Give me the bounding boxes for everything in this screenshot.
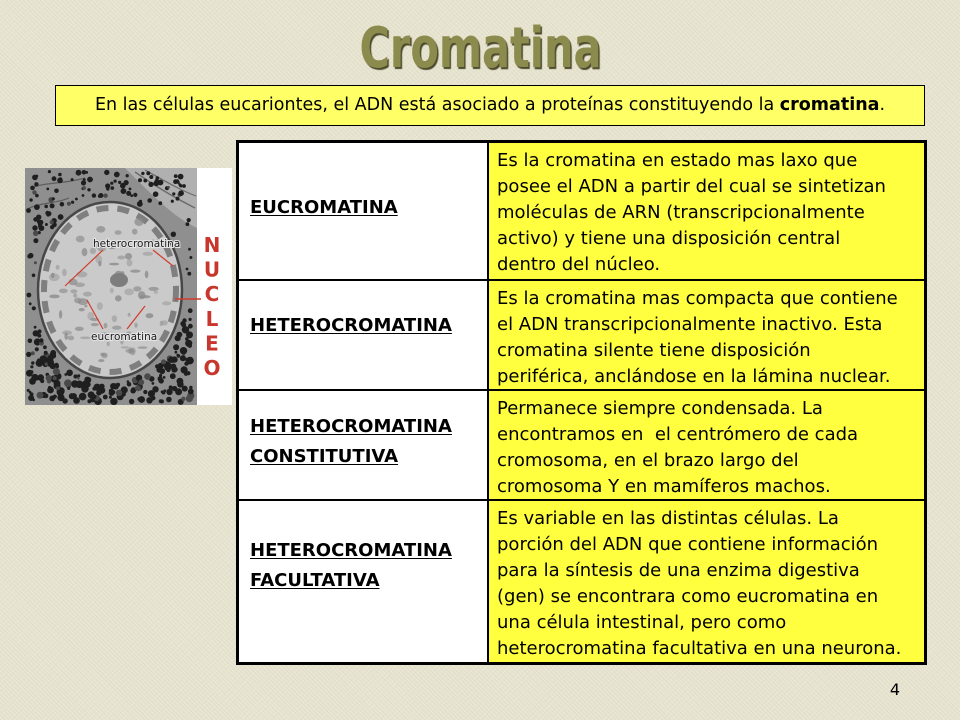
- granule: [161, 359, 166, 364]
- granule: [182, 318, 186, 322]
- chromatin-speckle: [56, 265, 60, 270]
- granule: [34, 261, 37, 264]
- granule: [179, 184, 182, 187]
- granule: [79, 393, 87, 401]
- chromatin-speckle: [128, 313, 131, 317]
- granule: [40, 379, 44, 383]
- granule: [37, 392, 44, 399]
- slide-title-text: Cromatina: [359, 16, 601, 81]
- granule: [32, 225, 37, 230]
- granule: [135, 385, 141, 391]
- granule: [32, 399, 35, 402]
- chromatin-speckle: [96, 226, 105, 233]
- granule: [26, 208, 31, 213]
- granule: [39, 355, 47, 363]
- nucleo-side-label: [203, 233, 220, 380]
- granule: [60, 202, 65, 207]
- granule: [66, 370, 73, 377]
- granule: [53, 395, 57, 399]
- granule: [178, 174, 184, 180]
- granule: [50, 220, 54, 224]
- granule: [32, 274, 36, 278]
- granule: [62, 398, 67, 403]
- granule: [114, 180, 117, 183]
- definition-cell: Permanece siempre condensada. La encontramos en el centrómero de cada cromosoma, en el brazo largo del cromosoma Y en mamíferos machos.: [489, 391, 924, 501]
- granule: [58, 173, 62, 177]
- granule: [147, 198, 152, 203]
- granule: [178, 190, 184, 196]
- chromatin-speckle: [148, 287, 158, 291]
- granule: [144, 373, 151, 380]
- granule: [34, 326, 37, 329]
- granule: [71, 178, 74, 181]
- granule: [186, 331, 193, 338]
- granule: [166, 389, 172, 395]
- granule: [158, 201, 162, 205]
- granule: [48, 170, 51, 173]
- granule: [81, 180, 86, 185]
- granule: [146, 171, 150, 175]
- granule: [34, 204, 40, 210]
- term-cell: EUCROMATINA: [239, 143, 489, 281]
- granule: [53, 376, 57, 380]
- chromatin-speckle: [84, 305, 87, 308]
- granule: [85, 171, 88, 174]
- granule: [188, 248, 191, 251]
- granule: [152, 382, 155, 385]
- chromatin-speckle: [133, 286, 141, 291]
- granule: [177, 381, 184, 388]
- granule: [184, 361, 188, 365]
- chromatin-speckle: [87, 312, 94, 320]
- granule: [29, 198, 32, 201]
- chromatin-speckle: [49, 295, 60, 299]
- granule: [188, 389, 194, 395]
- granule: [76, 170, 82, 176]
- granule: [92, 193, 96, 197]
- granule: [35, 347, 39, 351]
- micrograph-image: [25, 168, 232, 405]
- granule: [30, 186, 35, 191]
- subtitle-bold-term: cromatina: [779, 95, 880, 115]
- granule: [110, 182, 113, 185]
- subtitle-period: .: [879, 95, 886, 115]
- granule: [57, 178, 63, 184]
- chromatin-speckle: [130, 270, 140, 273]
- granule: [38, 222, 43, 227]
- granule: [180, 347, 187, 354]
- subtitle-box: [55, 85, 925, 126]
- granule: [64, 373, 67, 376]
- granule: [44, 351, 48, 355]
- chromatin-speckle: [145, 271, 149, 279]
- granule: [28, 253, 33, 258]
- granule: [126, 174, 129, 177]
- chromatin-speckle: [83, 292, 92, 297]
- chromatin-speckle: [62, 330, 72, 335]
- term-cell: HETEROCROMATINA CONSTITUTIVA: [239, 391, 489, 501]
- granule: [186, 222, 190, 226]
- granule: [155, 364, 159, 368]
- granule: [118, 181, 121, 184]
- granule: [176, 197, 180, 201]
- chromatin-speckle: [115, 295, 122, 301]
- granule: [82, 186, 86, 190]
- granule: [98, 387, 105, 394]
- granule: [98, 193, 103, 198]
- granule: [180, 355, 186, 361]
- chromatin-speckle: [98, 359, 104, 362]
- granule: [82, 194, 85, 197]
- label-heterocromatina: heterocromatina: [93, 238, 181, 250]
- granule: [185, 340, 192, 347]
- granule: [32, 190, 36, 194]
- granule: [162, 391, 166, 395]
- chromatin-speckle: [112, 326, 122, 330]
- granule: [46, 188, 49, 191]
- term-cell: HETEROCROMATINA FACULTATIVA: [239, 501, 489, 662]
- granule: [138, 178, 142, 182]
- granule: [52, 197, 55, 200]
- granule: [159, 368, 165, 374]
- granule: [175, 335, 181, 341]
- granule: [87, 177, 93, 183]
- chromatin-speckle: [124, 289, 134, 296]
- granule: [77, 377, 80, 380]
- granule: [187, 218, 191, 222]
- nucleolus: [110, 273, 128, 287]
- label-eucromatina: eucromatina: [91, 331, 158, 343]
- chromatin-speckle: [104, 323, 108, 329]
- granule: [26, 352, 31, 357]
- granule: [163, 376, 166, 379]
- granule: [43, 345, 47, 349]
- granule: [143, 179, 147, 183]
- granule: [103, 395, 108, 400]
- granule: [120, 183, 126, 189]
- granule: [33, 330, 39, 336]
- granule: [189, 386, 192, 389]
- side-label-letter: O: [203, 356, 221, 380]
- granule: [54, 189, 59, 194]
- slide-title: [0, 17, 960, 81]
- granule: [127, 380, 130, 383]
- granule: [47, 379, 51, 383]
- chromatin-speckle: [162, 301, 171, 305]
- granule: [170, 373, 176, 379]
- granule: [111, 390, 115, 394]
- granule: [28, 339, 33, 344]
- granule: [159, 378, 164, 383]
- chromatin-speckle: [62, 269, 67, 277]
- granule: [71, 201, 74, 204]
- granule: [143, 390, 147, 394]
- granule: [126, 191, 131, 196]
- granule: [50, 363, 56, 369]
- granule: [39, 338, 43, 342]
- granule: [31, 361, 34, 364]
- term-cell: HETEROCROMATINA: [239, 281, 489, 391]
- granule: [91, 394, 96, 399]
- chromatin-speckle: [112, 315, 117, 322]
- chromatin-speckle: [132, 229, 138, 235]
- granule: [167, 186, 170, 189]
- chromatin-speckle: [67, 336, 74, 341]
- granule: [45, 211, 49, 215]
- granule: [116, 383, 120, 387]
- granule: [33, 231, 38, 236]
- granule: [32, 175, 38, 181]
- granule: [116, 390, 122, 396]
- granule: [75, 198, 78, 201]
- chromatin-speckle: [51, 273, 55, 278]
- chromatin-speckle: [76, 236, 85, 243]
- granule: [110, 398, 117, 405]
- chromatin-speckle: [160, 321, 163, 327]
- granule: [129, 399, 134, 404]
- granule: [182, 184, 186, 188]
- granule: [186, 371, 190, 375]
- granule: [133, 193, 137, 197]
- granule: [172, 386, 177, 391]
- granule: [166, 397, 172, 403]
- granule: [30, 392, 34, 396]
- granule: [149, 175, 153, 179]
- granule: [53, 368, 60, 375]
- granule: [35, 194, 39, 198]
- chromatin-speckle: [82, 248, 88, 256]
- granule: [171, 200, 174, 203]
- chromatin-speckle: [79, 308, 85, 311]
- granule: [50, 203, 55, 208]
- chromatin-speckle: [75, 327, 84, 331]
- granule: [160, 399, 164, 403]
- granule: [148, 182, 153, 187]
- granule: [33, 217, 38, 222]
- chromatin-speckle: [74, 298, 82, 304]
- definition-cell: Es la cromatina en estado mas laxo que posee el ADN a partir del cual se sintetizan moléculas de ARN (transcripcionalmente activo) y tiene una disposición central dentro del núcleo.: [489, 143, 924, 281]
- chromatin-types-table: [236, 140, 927, 665]
- definition-cell: Es variable en las distintas células. La porción del ADN que contiene información para la síntesis de una enzima digestiva (gen) se encontrara como eucromatina en una célula intestinal, pero como heterocromatina facultativa en una neurona.: [489, 501, 924, 662]
- granule: [27, 293, 32, 298]
- granule: [109, 396, 112, 399]
- granule: [32, 306, 36, 310]
- granule: [114, 172, 120, 178]
- chromatin-speckle: [117, 256, 125, 260]
- chromatin-speckle: [138, 291, 145, 299]
- chromatin-speckle: [59, 289, 68, 294]
- granule: [138, 396, 145, 403]
- chromatin-speckle: [70, 289, 77, 293]
- granule: [84, 377, 90, 383]
- granule: [138, 379, 144, 385]
- granule: [58, 214, 64, 220]
- granule: [173, 179, 178, 184]
- chromatin-speckle: [121, 346, 129, 348]
- chromatin-speckle: [134, 323, 137, 328]
- granule: [103, 194, 107, 198]
- chromatin-speckle: [109, 263, 119, 266]
- granule: [71, 393, 77, 399]
- granule: [73, 374, 77, 378]
- granule: [29, 378, 36, 385]
- chromatin-speckle: [142, 252, 153, 256]
- chromatin-speckle: [125, 253, 132, 260]
- chromatin-speckle: [97, 302, 103, 310]
- granule: [105, 183, 110, 188]
- chromatin-speckle: [101, 353, 107, 356]
- chromatin-speckle: [127, 259, 133, 266]
- granule: [172, 367, 178, 373]
- granule: [44, 205, 48, 209]
- side-label-letter: E: [205, 331, 219, 356]
- chromatin-speckle: [130, 348, 135, 356]
- granule: [155, 179, 159, 183]
- granule: [33, 238, 38, 243]
- granule: [53, 355, 56, 358]
- granule: [171, 232, 176, 237]
- chromatin-speckle: [91, 323, 99, 326]
- granule: [188, 324, 193, 329]
- granule: [189, 256, 192, 259]
- granule: [67, 202, 71, 206]
- granule: [129, 188, 132, 191]
- granule: [174, 346, 178, 350]
- side-label-letter: U: [203, 257, 221, 282]
- nucleus-micrograph: [25, 168, 232, 405]
- granule: [45, 223, 48, 226]
- granule: [167, 359, 170, 362]
- granule: [34, 182, 38, 186]
- granule: [111, 186, 115, 190]
- granule: [29, 302, 32, 305]
- granule: [87, 188, 90, 191]
- granule: [148, 390, 155, 397]
- granule: [30, 365, 33, 368]
- granule: [92, 387, 96, 391]
- chromatin-speckle: [134, 218, 143, 226]
- side-label-letter: L: [205, 306, 219, 331]
- granule: [67, 387, 70, 390]
- granule: [189, 318, 192, 321]
- chromatin-speckle: [73, 293, 77, 297]
- chromatin-speckle: [115, 230, 122, 235]
- definition-cell: Es la cromatina mas compacta que contiene el ADN transcripcionalmente inactivo. Esta cromatina silente tiene disposición periférica, anclándose en la lámina nuclear.: [489, 281, 924, 391]
- granule: [174, 174, 178, 178]
- granule: [139, 200, 142, 203]
- chromatin-speckle: [154, 291, 158, 294]
- subtitle-text: En las células eucariontes, el ADN está asociado a proteínas constituyendo la: [94, 95, 780, 115]
- granule: [172, 192, 175, 195]
- granule: [176, 354, 179, 357]
- granule: [175, 351, 178, 354]
- granule: [44, 394, 49, 399]
- chromatin-speckle: [110, 288, 114, 294]
- granule: [104, 170, 109, 175]
- granule: [185, 358, 188, 361]
- granule: [64, 379, 72, 387]
- granule: [77, 374, 80, 377]
- granule: [153, 191, 159, 197]
- granule: [141, 172, 144, 175]
- granule: [186, 268, 189, 271]
- chromatin-speckle: [80, 337, 91, 340]
- granule: [52, 176, 57, 181]
- chromatin-speckle: [146, 313, 154, 318]
- granule: [181, 397, 185, 401]
- granule: [26, 370, 33, 377]
- granule: [27, 389, 30, 392]
- granule: [188, 308, 193, 313]
- side-label-letter: C: [204, 282, 220, 307]
- granule: [187, 272, 191, 276]
- side-label-letter: N: [203, 233, 221, 257]
- chromatin-speckle: [59, 310, 62, 318]
- granule: [31, 351, 35, 355]
- granule: [121, 188, 127, 194]
- chromatin-speckle: [138, 346, 148, 348]
- granule: [71, 380, 79, 388]
- granule: [47, 387, 54, 394]
- granule: [54, 380, 61, 387]
- page-number: 4: [889, 680, 901, 699]
